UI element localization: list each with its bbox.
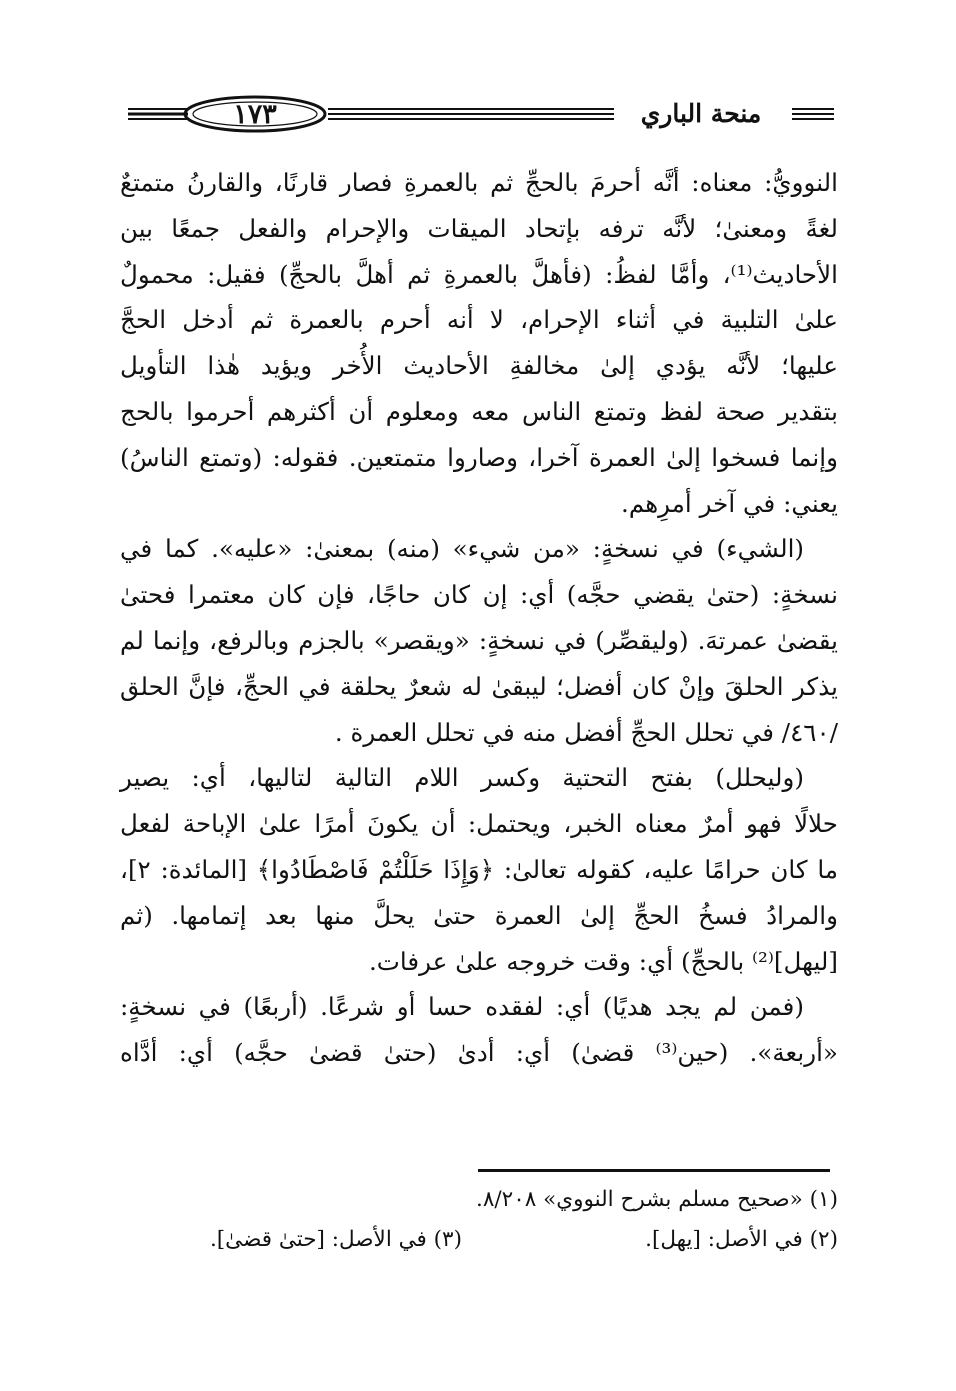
footnote-1: (١) «صحيح مسلم بشرح النووي» ٨/٢٠٨. <box>476 1187 838 1212</box>
text-line: (الشيء) في نسخةٍ: «من شيء» (منه) بمعنىٰ: «عليه». كما في <box>120 534 804 564</box>
text-line: /٤٦٠/ في تحلل الحجِّ أفضل منه في تحلل العمرة . <box>334 717 838 747</box>
text-line: وإنما فسخوا إلىٰ العمرة آخرا، وصاروا متمتعين. فقوله: (وتمتع الناسُ) <box>120 442 838 472</box>
text-line: النوويُّ: معناه: أنَّه أحرمَ بالحجِّ ثم بالعمرةِ فصار قارنًا، والقارنُ متمتعٌ <box>120 168 838 197</box>
book-title: منحة الباري <box>640 99 762 128</box>
footnotes <box>120 1180 838 1260</box>
body-text <box>120 160 838 1076</box>
footnote-3: (٣) في الأصل: [حتىٰ قضىٰ]. <box>209 1227 462 1252</box>
text-line: يذكر الحلقَ وإنْ كان أفضل؛ ليبقىٰ له شعرٌ يحلقة في الحجِّ، فإنَّ الحلق <box>120 671 838 701</box>
page-header <box>128 92 834 138</box>
text-line: (فمن لم يجد هديًا) أي: لفقده حسا أو شرعًا. (أربعًا) في نسخةٍ: <box>120 992 804 1022</box>
text-line: يقضىٰ عمرتهَ. (وليقصِّر) في نسخةٍ: «ويقصر» بالجزم وبالرفع، وإنما لم <box>120 625 838 655</box>
footnote-2: (٢) في الأصل: [يهل]. <box>645 1227 838 1252</box>
text-line: والمرادُ فسخُ الحجِّ إلىٰ العمرة حتىٰ يحلَّ منها بعد إتمامها. (ثم <box>120 900 838 930</box>
text-line: عليها؛ لأنَّه يؤدي إلىٰ مخالفةِ الأحاديث الأُخر ويؤيد هٰذا التأويل <box>120 351 838 381</box>
text-line: [ليهل]⁽²⁾ بالحجِّ) أي: وقت خروجه علىٰ عرفات. <box>368 946 838 976</box>
text-line: الأحاديث⁽¹⁾، وأمَّا لفظُ: (فأهلَّ بالعمرةِ ثم أهلَّ بالحجِّ) فقيل: محمولٌ <box>120 259 838 289</box>
text-line: علىٰ التلبية في أثناء الإحرام، لا أنه أحرم بالعمرة ثم أدخل الحجَّ <box>120 305 838 335</box>
text-line: لغةً ومعنىٰ؛ لأنَّه ترفه بإتحاد الميقات والإحرام والفعل جمعًا بين <box>120 213 838 243</box>
text-line: نسخةٍ: (حتىٰ يقضي حجَّه) أي: إن كان حاجًا، فإن كان معتمرا فحتىٰ <box>120 580 838 610</box>
text-line: ما كان حرامًا عليه، كقوله تعالىٰ: ﴿وَإِذَا حَلَلْتُمْ فَاصْطَادُوا﴾ [المائدة: ٢]، <box>120 854 838 884</box>
text-line: يعني: في آخر أمرِهم. <box>621 488 838 518</box>
text-line: حلالًا فهو أمرٌ معناه الخبر، ويحتمل: أن يكونَ أمرًا علىٰ الإباحة لفعل <box>120 809 838 839</box>
text-line: (وليحلل) بفتح التحتية وكسر اللام التالية لتاليها، أي: يصير <box>120 763 804 793</box>
page-number: ١٧٣ <box>233 99 277 130</box>
footnote-row <box>120 1220 838 1260</box>
text-line: «أربعة». (حين⁽³⁾ قضىٰ) أي: أدىٰ (حتىٰ قضىٰ حجَّه) أي: أدَّاه <box>120 1038 838 1068</box>
footnote-separator <box>478 1169 830 1172</box>
text-line: بتقدير صحة لفظ وتمتع الناس معه ومعلوم أن أكثرهم أحرموا بالحج <box>120 396 838 426</box>
footnote-row <box>120 1180 838 1220</box>
